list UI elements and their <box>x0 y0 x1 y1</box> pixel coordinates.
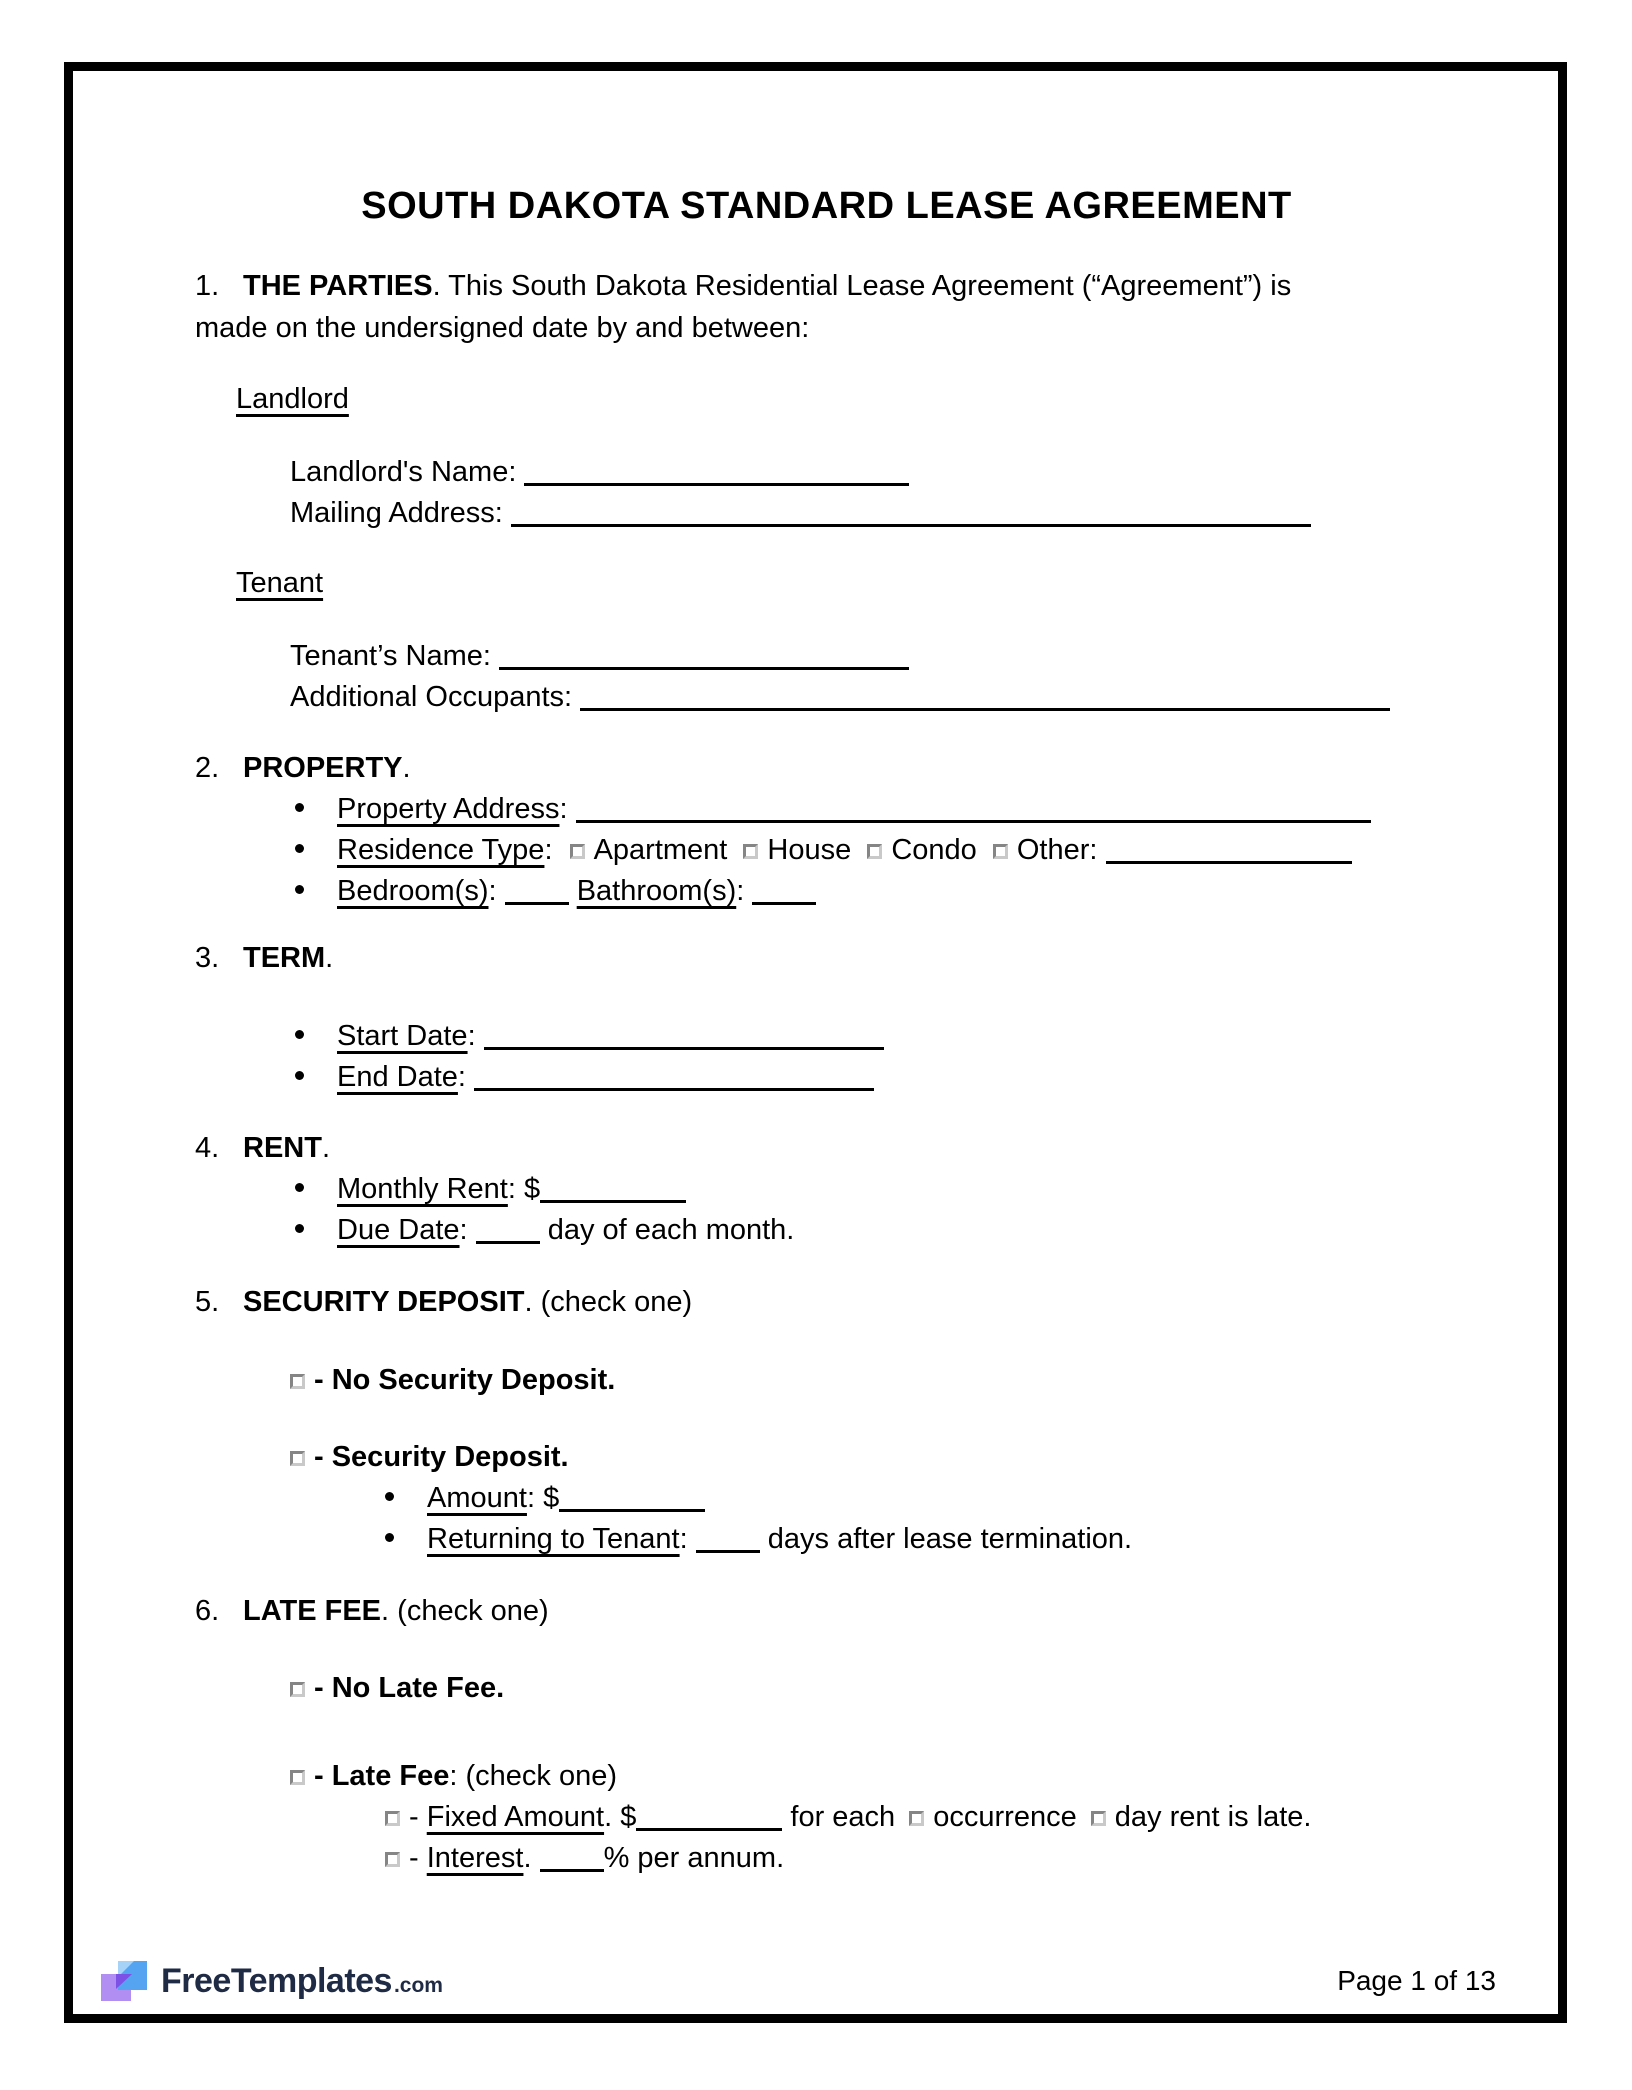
security-heading: SECURITY DEPOSIT <box>243 1286 525 1318</box>
latefee-heading: LATE FEE <box>243 1595 382 1627</box>
checkbox-security-deposit[interactable] <box>290 1451 305 1466</box>
check-one-note: (check one) <box>465 1760 618 1792</box>
check-one-note: (check one) <box>397 1595 549 1627</box>
parties-intro-line2: made on the undersigned date by and between: <box>195 312 810 344</box>
section-rent-heading <box>195 1128 1458 1168</box>
landlord-heading-row <box>236 379 1458 419</box>
bullet-icon <box>295 1071 304 1080</box>
bullet-icon <box>295 1030 304 1039</box>
section-parties <box>195 265 1458 349</box>
document-page <box>73 71 1558 2014</box>
period: . <box>381 1595 390 1627</box>
term-heading: TERM <box>243 942 326 974</box>
bullet-icon <box>385 1492 394 1501</box>
other-field[interactable] <box>1106 834 1352 864</box>
period: . <box>325 942 334 974</box>
bathrooms-label: Bathroom(s) <box>576 875 737 907</box>
checkbox-house[interactable] <box>743 844 758 859</box>
security-deposit-label: - Security Deposit. <box>314 1441 569 1473</box>
page-title: SOUTH DAKOTA STANDARD LEASE AGREEMENT <box>361 185 1292 227</box>
colon: : <box>449 1760 458 1792</box>
parties-intro-text: . This South Dakota Residential Lease Agreement (“Agreement”) is <box>432 270 1292 302</box>
no-late-fee-row <box>290 1668 1458 1708</box>
due-date-suffix: day of each month. <box>547 1214 795 1246</box>
additional-occupants-row <box>290 676 1458 717</box>
bullet-icon <box>385 1533 394 1542</box>
bedrooms-label: Bedroom(s) <box>337 875 489 907</box>
returning-label: Returning to Tenant <box>427 1523 680 1555</box>
checkbox-fixed-amount[interactable] <box>385 1811 400 1826</box>
checkbox-condo[interactable] <box>867 844 882 859</box>
monthly-rent-field[interactable] <box>540 1173 686 1203</box>
interest-label: Interest <box>426 1842 524 1874</box>
bullet-icon <box>295 803 304 812</box>
checkbox-no-late-fee[interactable] <box>290 1682 305 1697</box>
start-date-field[interactable] <box>484 1020 884 1050</box>
brand-suffix: .com <box>393 1973 443 1997</box>
mailing-address-field[interactable] <box>511 497 1311 527</box>
section-number: 1. <box>195 270 220 302</box>
period: . <box>321 1132 331 1164</box>
check-one-note: (check one) <box>540 1286 693 1318</box>
due-date-label: Due Date <box>337 1214 460 1246</box>
bedrooms-field[interactable] <box>505 875 569 905</box>
deposit-amount-row <box>385 1477 1458 1518</box>
mailing-address-row <box>290 492 1458 533</box>
period: . <box>523 1842 532 1874</box>
brand-text <box>161 1962 443 2001</box>
brand-name: FreeTemplates <box>161 1961 392 2000</box>
late-fee-row <box>290 1756 1458 1796</box>
occurrence-label: occurrence <box>933 1801 1077 1833</box>
checkbox-interest[interactable] <box>385 1852 400 1867</box>
bedrooms-bathrooms-row <box>295 870 1458 911</box>
option-apartment-label: Apartment <box>593 834 728 866</box>
no-security-deposit-row <box>290 1360 1458 1400</box>
checkbox-other[interactable] <box>993 844 1008 859</box>
colon: : <box>457 1061 466 1093</box>
bullet-icon <box>295 844 304 853</box>
property-heading: PROPERTY <box>243 752 403 784</box>
interest-row <box>385 1837 1458 1878</box>
tenant-name-field[interactable] <box>499 640 909 670</box>
page-border-frame <box>64 62 1567 2023</box>
dollar-sign: $ <box>523 1173 541 1205</box>
deposit-amount-field[interactable] <box>559 1482 705 1512</box>
end-date-label: End Date <box>337 1061 458 1093</box>
parties-heading: THE PARTIES <box>243 270 433 302</box>
no-late-fee-label: - No Late Fee. <box>314 1672 505 1704</box>
rent-heading: RENT <box>243 1132 322 1164</box>
additional-occupants-label: Additional Occupants: <box>290 681 573 713</box>
dash: - <box>409 1801 419 1833</box>
residence-type-label: Residence Type <box>337 834 545 866</box>
fixed-amount-field[interactable] <box>636 1801 782 1831</box>
interest-rate-field[interactable] <box>540 1842 604 1872</box>
brand-logo <box>101 1961 443 2001</box>
interest-suffix: % per annum. <box>603 1842 785 1874</box>
section-number: 3. <box>195 942 220 974</box>
option-other-label: Other: <box>1016 834 1098 866</box>
colon: : <box>459 1214 468 1246</box>
returning-days-field[interactable] <box>696 1523 760 1553</box>
colon: : <box>736 875 745 907</box>
colon: : <box>559 793 568 825</box>
end-date-field[interactable] <box>474 1061 874 1091</box>
checkbox-occurrence[interactable] <box>909 1811 924 1826</box>
colon: : <box>467 1020 476 1052</box>
checkbox-day[interactable] <box>1091 1811 1106 1826</box>
end-date-row <box>295 1056 1458 1097</box>
bullet-icon <box>295 1224 304 1233</box>
returning-row <box>385 1518 1458 1559</box>
bullet-icon <box>295 885 304 894</box>
day-label: day rent is late. <box>1114 1801 1312 1833</box>
freetemplates-logo-icon <box>101 1961 147 2001</box>
due-date-field[interactable] <box>476 1214 540 1244</box>
due-date-row <box>295 1209 1458 1250</box>
section-number: 6. <box>195 1595 220 1627</box>
section-term-heading <box>195 938 1458 978</box>
colon: : <box>544 834 553 866</box>
section-property-heading <box>195 748 1458 788</box>
tenant-heading-row <box>236 563 1458 603</box>
dollar-sign: $ <box>543 1482 560 1514</box>
tenant-heading: Tenant <box>236 567 324 599</box>
fixed-amount-row <box>385 1796 1458 1837</box>
start-date-row <box>295 1015 1458 1056</box>
returning-suffix: days after lease termination. <box>767 1523 1133 1555</box>
late-fee-label: - Late Fee <box>314 1760 450 1792</box>
page-number: Page 1 of 13 <box>1337 1965 1496 1996</box>
property-address-field[interactable] <box>576 793 1371 823</box>
start-date-label: Start Date <box>337 1020 468 1052</box>
residence-type-row <box>295 829 1458 870</box>
option-house-label: House <box>767 834 852 866</box>
no-security-deposit-label: - No Security Deposit. <box>314 1364 616 1396</box>
checkbox-no-security-deposit[interactable] <box>290 1374 305 1389</box>
section-number: 4. <box>195 1132 220 1164</box>
period: . <box>604 1801 613 1833</box>
mailing-address-label: Mailing Address: <box>290 497 503 529</box>
landlord-name-row <box>290 451 1458 492</box>
checkbox-apartment[interactable] <box>570 844 585 859</box>
property-address-label: Property Address <box>337 793 560 825</box>
monthly-rent-row <box>295 1168 1458 1209</box>
dash: - <box>409 1842 419 1874</box>
option-condo-label: Condo <box>891 834 977 866</box>
colon: : <box>507 1173 516 1205</box>
landlord-name-label: Landlord's Name: <box>290 456 517 488</box>
colon: : <box>526 1482 536 1514</box>
colon: : <box>488 875 497 907</box>
monthly-rent-label: Monthly Rent <box>337 1173 508 1205</box>
colon: : <box>679 1523 688 1555</box>
bullet-icon <box>295 1183 304 1192</box>
section-number: 5. <box>195 1286 220 1318</box>
footer <box>101 1956 1496 2006</box>
tenant-name-label: Tenant’s Name: <box>290 640 491 672</box>
dollar-sign: $ <box>620 1801 637 1833</box>
landlord-name-field[interactable] <box>524 456 909 486</box>
section-number: 2. <box>195 752 220 784</box>
period: . <box>402 752 411 784</box>
checkbox-late-fee[interactable] <box>290 1770 305 1785</box>
section-security-heading <box>195 1282 1458 1322</box>
additional-occupants-field[interactable] <box>580 681 1390 711</box>
section-latefee-heading <box>195 1591 1458 1631</box>
deposit-amount-label: Amount <box>427 1482 527 1514</box>
tenant-name-row <box>290 635 1458 676</box>
fixed-amount-mid: for each <box>790 1801 896 1833</box>
parties-intro-line1 <box>195 265 1458 307</box>
fixed-amount-label: Fixed Amount <box>426 1801 605 1833</box>
bathrooms-field[interactable] <box>752 875 816 905</box>
security-deposit-row <box>290 1437 1458 1477</box>
landlord-heading: Landlord <box>236 383 349 415</box>
period: . <box>524 1286 533 1318</box>
property-address-row <box>295 788 1458 829</box>
